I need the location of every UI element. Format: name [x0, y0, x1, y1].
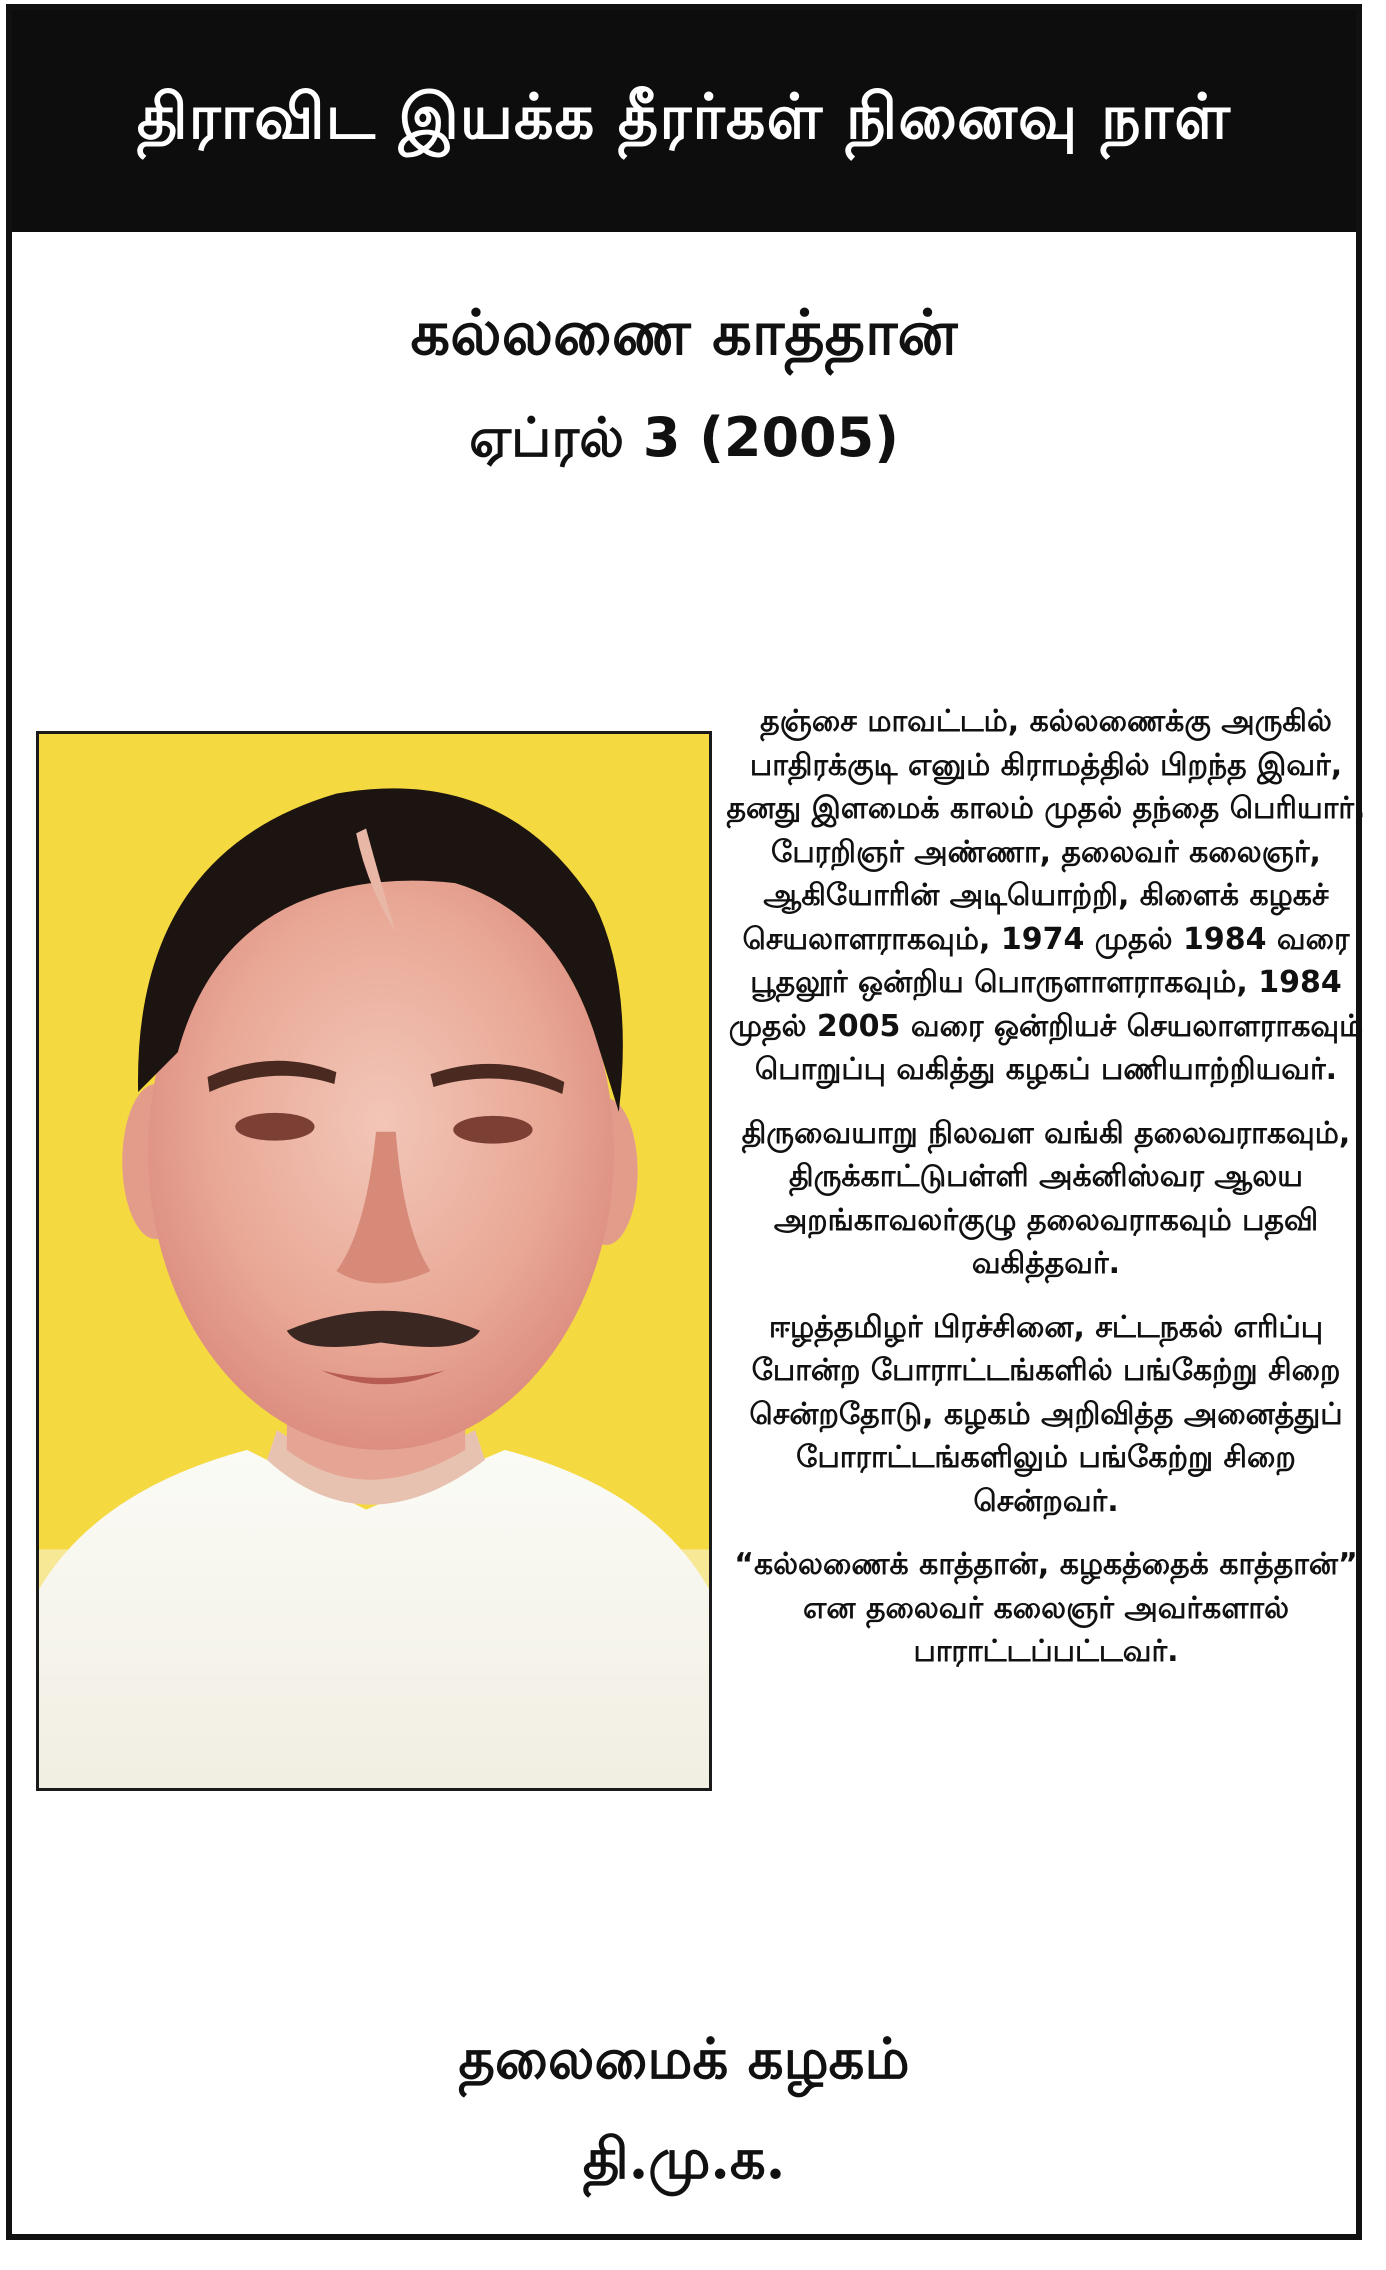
memorial-date: ஏப்ரல் 3 (2005) [469, 406, 899, 469]
person-name: கல்லணை காத்தான் [410, 296, 958, 369]
bio-paragraph: தஞ்சை மாவட்டம், கல்லணைக்கு அருகில் பாதிரக்குடி எனும் கிராமத்தில் பிறந்த இவர், தனது இளமைக் காலம் முதல் தந்தை பெரியார், பேரறிஞர் அண்ணா, தலைவர் கலைஞர், ஆகியோரின் அடியொற்றி, கிளைக் கழகச் செயலாளராகவும், 1974 முதல் 1984 வரை பூதலூர் ஒன்றிய பொருளாளராகவும், 1984 முதல் 2005 வரை ஒன்றியச் செயலாளராகவும் பொறுப்பு வகித்து கழகப் பணியாற்றியவர். [726, 704, 1366, 1087]
obituary-notice [6, 4, 1366, 2240]
footer-organization: தலைமைக் கழகம் [458, 2026, 910, 2092]
header-banner [12, 10, 1356, 232]
bio-paragraph: திருவையாறு நிலவள வங்கி தலைவராகவும், திருக்காட்டுபள்ளி அக்னிஸ்வர ஆலய அறங்காவலர்குழு தலைவராகவும் பதவி வகித்தவர். [741, 1115, 1351, 1281]
footer-party: தி.மு.க. [582, 2126, 786, 2192]
bio-paragraph: “கல்லணைக் காத்தான், கழகத்தைக் காத்தான்” என தலைவர் கலைஞர் அவர்களால் பாராட்டப்பட்டவர். [734, 1547, 1358, 1669]
portrait-illustration [39, 734, 709, 1788]
bio-paragraph: ஈழத்தமிழர் பிரச்சினை, சட்டநகல் எரிப்பு போன்ற போராட்டங்களில் பங்கேற்று சிறை சென்றதோடு, கழகம் அறிவித்த அனைத்துப் போராட்டங்களிலும் பங்கேற்று சிறை சென்றவர். [749, 1309, 1343, 1519]
biography [726, 700, 1366, 1694]
banner-title: திராவிட இயக்க தீரர்கள் நினைவு நாள் [136, 80, 1232, 153]
portrait-photo [36, 731, 712, 1791]
